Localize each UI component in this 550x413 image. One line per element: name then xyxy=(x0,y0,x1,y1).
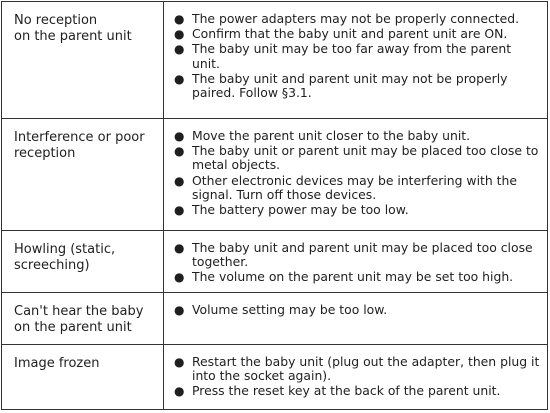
bullet-icon: ● xyxy=(174,355,185,369)
bullet-icon: ● xyxy=(174,241,185,255)
table-row xyxy=(2,118,547,230)
table-row xyxy=(2,292,547,344)
problem-cell: Howling (static, screeching) xyxy=(14,242,116,273)
bullet-icon: ● xyxy=(174,173,185,188)
list-item: ● Restart the baby unit (plug out the adapter, then plug it into the socket again). xyxy=(174,354,540,384)
bullet-icon: ● xyxy=(174,384,185,399)
list-item: ● Confirm that the baby unit and parent unit are ON. xyxy=(174,26,508,42)
solutions-list xyxy=(174,129,542,218)
list-item: ● Volume setting may be too low. xyxy=(174,302,388,317)
list-item: ● The baby unit and parent unit may not be properly paired. Follow §3.1. xyxy=(174,70,508,101)
problem-cell: Interference or poor reception xyxy=(14,130,145,161)
list-item: ● The battery power may be too low. xyxy=(174,202,409,218)
list-item: ● The power adapters may not be properly connected. xyxy=(174,11,520,26)
bullet-icon: ● xyxy=(174,203,185,218)
list-item: ● Press the reset key at the back of the parent unit. xyxy=(174,383,501,399)
list-item: ● Other electronic devices may be interfering with the signal. Turn off those devices. xyxy=(174,172,517,202)
solutions-list xyxy=(174,241,542,286)
problem-cell: Image frozen xyxy=(14,356,100,371)
list-item: ● The baby unit or parent unit may be placed too close to metal objects. xyxy=(174,143,539,173)
list-item: ● The baby unit and parent unit may be placed too close together. xyxy=(174,240,533,270)
bullet-icon: ● xyxy=(174,303,185,317)
problem-cell: No reception on the parent unit xyxy=(14,13,132,44)
table-row xyxy=(2,230,547,292)
bullet-icon: ● xyxy=(174,27,185,42)
table-row xyxy=(2,344,547,409)
bullet-icon: ● xyxy=(174,144,185,159)
solutions-list xyxy=(174,12,542,101)
bullet-icon: ● xyxy=(174,270,185,285)
solutions-list xyxy=(174,303,542,318)
list-item: ● Move the parent unit closer to the baby unit. xyxy=(174,128,471,143)
bullet-icon: ● xyxy=(174,12,185,26)
troubleshooting-table xyxy=(1,1,548,410)
bullet-icon: ● xyxy=(174,129,185,143)
solutions-list xyxy=(174,355,542,400)
bullet-icon: ● xyxy=(174,42,185,57)
table-row xyxy=(2,2,547,118)
bullet-icon: ● xyxy=(174,71,185,86)
problem-cell: Can't hear the baby on the parent unit xyxy=(14,304,144,335)
list-item: ● The baby unit may be too far away from the parent unit. xyxy=(174,41,512,71)
list-item: ● The volume on the parent unit may be set too high. xyxy=(174,269,514,285)
